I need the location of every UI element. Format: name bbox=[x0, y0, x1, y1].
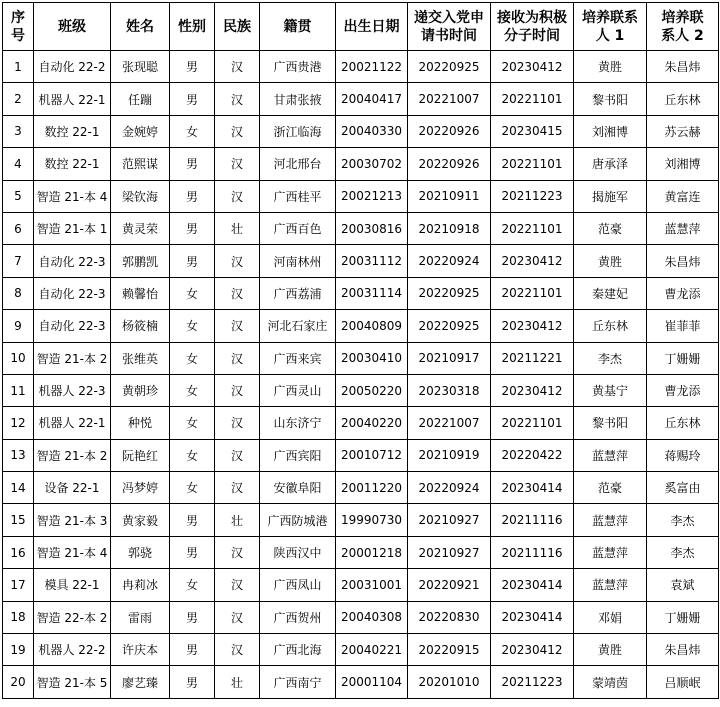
cell-native-place: 广西来宾 bbox=[260, 342, 336, 374]
cell-class: 智造 21-本 4 bbox=[34, 536, 111, 568]
header-label: 培养联系 bbox=[582, 9, 638, 26]
cell-activist-date: 20220422 bbox=[491, 439, 574, 471]
cell-ethnicity: 汉 bbox=[215, 115, 260, 147]
header-ethnicity bbox=[215, 3, 260, 51]
cell-class: 机器人 22-3 bbox=[34, 374, 111, 406]
cell-activist-date: 20221101 bbox=[491, 407, 574, 439]
table-row bbox=[3, 666, 719, 698]
cell-contact-1: 蓝慧萍 bbox=[574, 439, 647, 471]
table-row bbox=[3, 374, 719, 406]
cell-gender: 女 bbox=[170, 115, 215, 147]
cell-activist-date: 20230412 bbox=[491, 374, 574, 406]
cell-contact-1: 黄胜 bbox=[574, 245, 647, 277]
cell-contact-2: 朱昌炜 bbox=[647, 634, 719, 666]
table-row bbox=[3, 180, 719, 212]
cell-birth-date: 20030702 bbox=[336, 148, 408, 180]
cell-application-date: 20210918 bbox=[408, 212, 491, 244]
cell-class: 智造 21-本 1 bbox=[34, 212, 111, 244]
cell-name: 任蹦 bbox=[111, 83, 170, 115]
cell-contact-2: 李杰 bbox=[647, 504, 719, 536]
cell-birth-date: 20040221 bbox=[336, 634, 408, 666]
cell-class: 智造 21-本 2 bbox=[34, 342, 111, 374]
cell-birth-date: 20030816 bbox=[336, 212, 408, 244]
cell-contact-2: 吕顺岷 bbox=[647, 666, 719, 698]
table-row bbox=[3, 407, 719, 439]
header-label: 籍贯 bbox=[283, 18, 312, 35]
cell-birth-date: 20050220 bbox=[336, 374, 408, 406]
cell-class: 自动化 22-3 bbox=[34, 277, 111, 309]
cell-gender: 男 bbox=[170, 148, 215, 180]
cell-contact-2: 蓝慧萍 bbox=[647, 212, 719, 244]
cell-native-place: 陕西汉中 bbox=[260, 536, 336, 568]
cell-contact-1: 黄基宁 bbox=[574, 374, 647, 406]
cell-gender: 男 bbox=[170, 601, 215, 633]
table-row bbox=[3, 504, 719, 536]
cell-contact-2: 李杰 bbox=[647, 536, 719, 568]
cell-activist-date: 20230414 bbox=[491, 569, 574, 601]
cell-native-place: 广西南宁 bbox=[260, 666, 336, 698]
cell-class: 智造 21-本 2 bbox=[34, 439, 111, 471]
cell-native-place: 广西防城港 bbox=[260, 504, 336, 536]
cell-name: 许庆本 bbox=[111, 634, 170, 666]
cell-contact-2: 朱昌炜 bbox=[647, 51, 719, 83]
header-contact-1 bbox=[574, 3, 647, 51]
cell-gender: 男 bbox=[170, 83, 215, 115]
cell-application-date: 20210919 bbox=[408, 439, 491, 471]
table-row bbox=[3, 310, 719, 342]
cell-birth-date: 20001104 bbox=[336, 666, 408, 698]
cell-native-place: 广西荔浦 bbox=[260, 277, 336, 309]
cell-contact-2: 曹龙添 bbox=[647, 277, 719, 309]
cell-ethnicity: 汉 bbox=[215, 374, 260, 406]
cell-activist-date: 20211223 bbox=[491, 666, 574, 698]
cell-ethnicity: 汉 bbox=[215, 148, 260, 180]
cell-name: 黄家毅 bbox=[111, 504, 170, 536]
table-row bbox=[3, 115, 719, 147]
table-body bbox=[3, 51, 719, 699]
cell-application-date: 20210917 bbox=[408, 342, 491, 374]
cell-seq: 4 bbox=[3, 148, 34, 180]
cell-contact-2: 蒋赐玲 bbox=[647, 439, 719, 471]
table-row bbox=[3, 342, 719, 374]
cell-activist-date: 20211116 bbox=[491, 504, 574, 536]
cell-native-place: 甘肃张掖 bbox=[260, 83, 336, 115]
header-gender bbox=[170, 3, 215, 51]
cell-gender: 男 bbox=[170, 634, 215, 666]
cell-gender: 男 bbox=[170, 536, 215, 568]
cell-birth-date: 20031112 bbox=[336, 245, 408, 277]
cell-gender: 女 bbox=[170, 439, 215, 471]
roster-table bbox=[2, 2, 719, 699]
cell-gender: 男 bbox=[170, 180, 215, 212]
cell-native-place: 河北石家庄 bbox=[260, 310, 336, 342]
cell-birth-date: 20040330 bbox=[336, 115, 408, 147]
header-label: 系人 2 bbox=[661, 27, 704, 44]
cell-birth-date: 19990730 bbox=[336, 504, 408, 536]
cell-native-place: 安徽阜阳 bbox=[260, 472, 336, 504]
cell-name: 廖艺臻 bbox=[111, 666, 170, 698]
cell-contact-1: 刘湘博 bbox=[574, 115, 647, 147]
cell-activist-date: 20230412 bbox=[491, 310, 574, 342]
header-application-date bbox=[408, 3, 491, 51]
cell-contact-1: 范豪 bbox=[574, 472, 647, 504]
table-row bbox=[3, 569, 719, 601]
cell-ethnicity: 壮 bbox=[215, 504, 260, 536]
cell-class: 自动化 22-3 bbox=[34, 310, 111, 342]
header-label: 性别 bbox=[178, 18, 206, 35]
cell-ethnicity: 汉 bbox=[215, 277, 260, 309]
cell-application-date: 20201010 bbox=[408, 666, 491, 698]
cell-class: 自动化 22-3 bbox=[34, 245, 111, 277]
cell-contact-2: 朱昌炜 bbox=[647, 245, 719, 277]
cell-ethnicity: 汉 bbox=[215, 83, 260, 115]
cell-gender: 女 bbox=[170, 310, 215, 342]
cell-native-place: 浙江临海 bbox=[260, 115, 336, 147]
table-row bbox=[3, 83, 719, 115]
table-row bbox=[3, 601, 719, 633]
cell-gender: 男 bbox=[170, 666, 215, 698]
cell-name: 冉莉冰 bbox=[111, 569, 170, 601]
header-label: 号 bbox=[11, 27, 25, 44]
cell-contact-2: 黄富连 bbox=[647, 180, 719, 212]
cell-class: 智造 21-本 4 bbox=[34, 180, 111, 212]
cell-native-place: 广西凤山 bbox=[260, 569, 336, 601]
cell-seq: 15 bbox=[3, 504, 34, 536]
cell-birth-date: 20040417 bbox=[336, 83, 408, 115]
cell-contact-2: 崔菲菲 bbox=[647, 310, 719, 342]
cell-contact-1: 揭施军 bbox=[574, 180, 647, 212]
table-row bbox=[3, 472, 719, 504]
cell-contact-2: 曹龙添 bbox=[647, 374, 719, 406]
cell-name: 冯梦婷 bbox=[111, 472, 170, 504]
cell-contact-2: 奚富由 bbox=[647, 472, 719, 504]
cell-activist-date: 20211116 bbox=[491, 536, 574, 568]
table-row bbox=[3, 51, 719, 83]
header-label: 民族 bbox=[223, 18, 251, 35]
cell-class: 智造 21-本 5 bbox=[34, 666, 111, 698]
cell-birth-date: 20031114 bbox=[336, 277, 408, 309]
cell-ethnicity: 汉 bbox=[215, 569, 260, 601]
cell-birth-date: 20021122 bbox=[336, 51, 408, 83]
cell-contact-2: 丘东林 bbox=[647, 407, 719, 439]
cell-seq: 17 bbox=[3, 569, 34, 601]
cell-ethnicity: 汉 bbox=[215, 51, 260, 83]
cell-contact-1: 丘东林 bbox=[574, 310, 647, 342]
cell-class: 自动化 22-2 bbox=[34, 51, 111, 83]
cell-class: 机器人 22-1 bbox=[34, 83, 111, 115]
cell-activist-date: 20221101 bbox=[491, 277, 574, 309]
cell-application-date: 20210911 bbox=[408, 180, 491, 212]
cell-application-date: 20220925 bbox=[408, 51, 491, 83]
table-row bbox=[3, 212, 719, 244]
cell-native-place: 广西北海 bbox=[260, 634, 336, 666]
cell-seq: 20 bbox=[3, 666, 34, 698]
cell-application-date: 20220924 bbox=[408, 472, 491, 504]
cell-seq: 16 bbox=[3, 536, 34, 568]
header-native-place bbox=[260, 3, 336, 51]
cell-gender: 男 bbox=[170, 51, 215, 83]
cell-name: 梁钦海 bbox=[111, 180, 170, 212]
cell-class: 数控 22-1 bbox=[34, 115, 111, 147]
cell-application-date: 20220924 bbox=[408, 245, 491, 277]
cell-activist-date: 20211221 bbox=[491, 342, 574, 374]
cell-ethnicity: 壮 bbox=[215, 666, 260, 698]
cell-seq: 9 bbox=[3, 310, 34, 342]
cell-ethnicity: 壮 bbox=[215, 212, 260, 244]
header-label: 班级 bbox=[58, 18, 86, 35]
cell-gender: 女 bbox=[170, 472, 215, 504]
cell-gender: 女 bbox=[170, 569, 215, 601]
cell-activist-date: 20230412 bbox=[491, 634, 574, 666]
cell-seq: 6 bbox=[3, 212, 34, 244]
cell-application-date: 20220925 bbox=[408, 277, 491, 309]
cell-application-date: 20220925 bbox=[408, 310, 491, 342]
cell-birth-date: 20040809 bbox=[336, 310, 408, 342]
cell-ethnicity: 汉 bbox=[215, 601, 260, 633]
header-class bbox=[34, 3, 111, 51]
header-label: 序 bbox=[11, 9, 25, 26]
table-row bbox=[3, 148, 719, 180]
cell-ethnicity: 汉 bbox=[215, 536, 260, 568]
header-name bbox=[111, 3, 170, 51]
cell-seq: 11 bbox=[3, 374, 34, 406]
header-label: 请书时间 bbox=[421, 27, 477, 44]
cell-application-date: 20230318 bbox=[408, 374, 491, 406]
cell-activist-date: 20230412 bbox=[491, 245, 574, 277]
header-row bbox=[3, 3, 719, 51]
cell-contact-1: 唐承泽 bbox=[574, 148, 647, 180]
header-label: 培养联 bbox=[661, 9, 704, 26]
cell-name: 种悦 bbox=[111, 407, 170, 439]
cell-seq: 7 bbox=[3, 245, 34, 277]
cell-class: 智造 22-本 2 bbox=[34, 601, 111, 633]
cell-name: 赖馨怡 bbox=[111, 277, 170, 309]
cell-name: 郭鹏凯 bbox=[111, 245, 170, 277]
cell-seq: 3 bbox=[3, 115, 34, 147]
cell-activist-date: 20230412 bbox=[491, 51, 574, 83]
cell-seq: 14 bbox=[3, 472, 34, 504]
cell-application-date: 20220926 bbox=[408, 115, 491, 147]
cell-contact-1: 秦建妃 bbox=[574, 277, 647, 309]
cell-application-date: 20220921 bbox=[408, 569, 491, 601]
cell-activist-date: 20230415 bbox=[491, 115, 574, 147]
cell-birth-date: 20030410 bbox=[336, 342, 408, 374]
header-birth-date bbox=[336, 3, 408, 51]
cell-name: 杨筱楠 bbox=[111, 310, 170, 342]
cell-gender: 女 bbox=[170, 407, 215, 439]
header-label: 姓名 bbox=[126, 18, 154, 35]
cell-native-place: 广西贵港 bbox=[260, 51, 336, 83]
cell-activist-date: 20211223 bbox=[491, 180, 574, 212]
header-activist-date bbox=[491, 3, 574, 51]
header-seq bbox=[3, 3, 34, 51]
cell-name: 范熙谋 bbox=[111, 148, 170, 180]
cell-seq: 1 bbox=[3, 51, 34, 83]
cell-class: 设备 22-1 bbox=[34, 472, 111, 504]
cell-name: 郭骁 bbox=[111, 536, 170, 568]
cell-birth-date: 20011220 bbox=[336, 472, 408, 504]
cell-name: 黄灵荣 bbox=[111, 212, 170, 244]
header-label: 分子时间 bbox=[504, 27, 560, 44]
cell-contact-1: 蓝慧萍 bbox=[574, 504, 647, 536]
cell-ethnicity: 汉 bbox=[215, 342, 260, 374]
cell-seq: 12 bbox=[3, 407, 34, 439]
cell-activist-date: 20221101 bbox=[491, 148, 574, 180]
cell-name: 阮艳红 bbox=[111, 439, 170, 471]
cell-contact-2: 丁姗姗 bbox=[647, 601, 719, 633]
cell-name: 雷雨 bbox=[111, 601, 170, 633]
cell-native-place: 广西贺州 bbox=[260, 601, 336, 633]
cell-class: 模具 22-1 bbox=[34, 569, 111, 601]
cell-seq: 10 bbox=[3, 342, 34, 374]
cell-birth-date: 20001218 bbox=[336, 536, 408, 568]
header-label: 人 1 bbox=[595, 27, 625, 44]
cell-activist-date: 20230414 bbox=[491, 472, 574, 504]
cell-birth-date: 20040220 bbox=[336, 407, 408, 439]
table-row bbox=[3, 536, 719, 568]
table-row bbox=[3, 245, 719, 277]
cell-class: 机器人 22-2 bbox=[34, 634, 111, 666]
cell-contact-1: 蓝慧萍 bbox=[574, 536, 647, 568]
cell-contact-1: 黄胜 bbox=[574, 51, 647, 83]
cell-seq: 5 bbox=[3, 180, 34, 212]
cell-application-date: 20210927 bbox=[408, 536, 491, 568]
cell-contact-1: 蒙靖茵 bbox=[574, 666, 647, 698]
cell-gender: 女 bbox=[170, 342, 215, 374]
cell-application-date: 20220830 bbox=[408, 601, 491, 633]
cell-native-place: 广西百色 bbox=[260, 212, 336, 244]
cell-contact-1: 范豪 bbox=[574, 212, 647, 244]
cell-contact-1: 黎书阳 bbox=[574, 407, 647, 439]
cell-contact-2: 刘湘博 bbox=[647, 148, 719, 180]
cell-ethnicity: 汉 bbox=[215, 310, 260, 342]
header-label: 接收为积极 bbox=[497, 9, 567, 26]
table-row bbox=[3, 634, 719, 666]
cell-seq: 18 bbox=[3, 601, 34, 633]
cell-ethnicity: 汉 bbox=[215, 245, 260, 277]
cell-name: 张维英 bbox=[111, 342, 170, 374]
cell-activist-date: 20221101 bbox=[491, 83, 574, 115]
cell-name: 金婉婷 bbox=[111, 115, 170, 147]
cell-name: 张现聪 bbox=[111, 51, 170, 83]
cell-application-date: 20221007 bbox=[408, 83, 491, 115]
table-row bbox=[3, 439, 719, 471]
cell-native-place: 广西灵山 bbox=[260, 374, 336, 406]
table-row bbox=[3, 277, 719, 309]
cell-contact-1: 李杰 bbox=[574, 342, 647, 374]
cell-native-place: 河南林州 bbox=[260, 245, 336, 277]
cell-contact-1: 黎书阳 bbox=[574, 83, 647, 115]
cell-gender: 女 bbox=[170, 277, 215, 309]
cell-application-date: 20221007 bbox=[408, 407, 491, 439]
cell-ethnicity: 汉 bbox=[215, 472, 260, 504]
cell-contact-1: 蓝慧萍 bbox=[574, 569, 647, 601]
cell-seq: 13 bbox=[3, 439, 34, 471]
cell-birth-date: 20031001 bbox=[336, 569, 408, 601]
cell-application-date: 20210927 bbox=[408, 504, 491, 536]
cell-class: 机器人 22-1 bbox=[34, 407, 111, 439]
cell-contact-2: 丘东林 bbox=[647, 83, 719, 115]
cell-gender: 男 bbox=[170, 212, 215, 244]
cell-gender: 男 bbox=[170, 504, 215, 536]
cell-native-place: 广西桂平 bbox=[260, 180, 336, 212]
cell-birth-date: 20040308 bbox=[336, 601, 408, 633]
cell-ethnicity: 汉 bbox=[215, 634, 260, 666]
cell-activist-date: 20221101 bbox=[491, 212, 574, 244]
cell-application-date: 20220915 bbox=[408, 634, 491, 666]
cell-contact-2: 袁斌 bbox=[647, 569, 719, 601]
header-label: 出生日期 bbox=[343, 18, 400, 35]
cell-birth-date: 20010712 bbox=[336, 439, 408, 471]
cell-native-place: 广西宾阳 bbox=[260, 439, 336, 471]
cell-seq: 8 bbox=[3, 277, 34, 309]
cell-application-date: 20220926 bbox=[408, 148, 491, 180]
cell-ethnicity: 汉 bbox=[215, 180, 260, 212]
header-contact-2 bbox=[647, 3, 719, 51]
cell-seq: 2 bbox=[3, 83, 34, 115]
header-label: 递交入党申 bbox=[414, 9, 484, 26]
cell-native-place: 山东济宁 bbox=[260, 407, 336, 439]
cell-ethnicity: 汉 bbox=[215, 439, 260, 471]
cell-class: 数控 22-1 bbox=[34, 148, 111, 180]
cell-contact-2: 丁姗姗 bbox=[647, 342, 719, 374]
cell-native-place: 河北邢台 bbox=[260, 148, 336, 180]
cell-birth-date: 20021213 bbox=[336, 180, 408, 212]
cell-gender: 男 bbox=[170, 245, 215, 277]
cell-ethnicity: 汉 bbox=[215, 407, 260, 439]
cell-seq: 19 bbox=[3, 634, 34, 666]
cell-gender: 女 bbox=[170, 374, 215, 406]
cell-contact-1: 黄胜 bbox=[574, 634, 647, 666]
cell-class: 智造 21-本 3 bbox=[34, 504, 111, 536]
cell-name: 黄朝珍 bbox=[111, 374, 170, 406]
cell-contact-1: 邓娟 bbox=[574, 601, 647, 633]
cell-activist-date: 20230414 bbox=[491, 601, 574, 633]
cell-contact-2: 苏云赫 bbox=[647, 115, 719, 147]
